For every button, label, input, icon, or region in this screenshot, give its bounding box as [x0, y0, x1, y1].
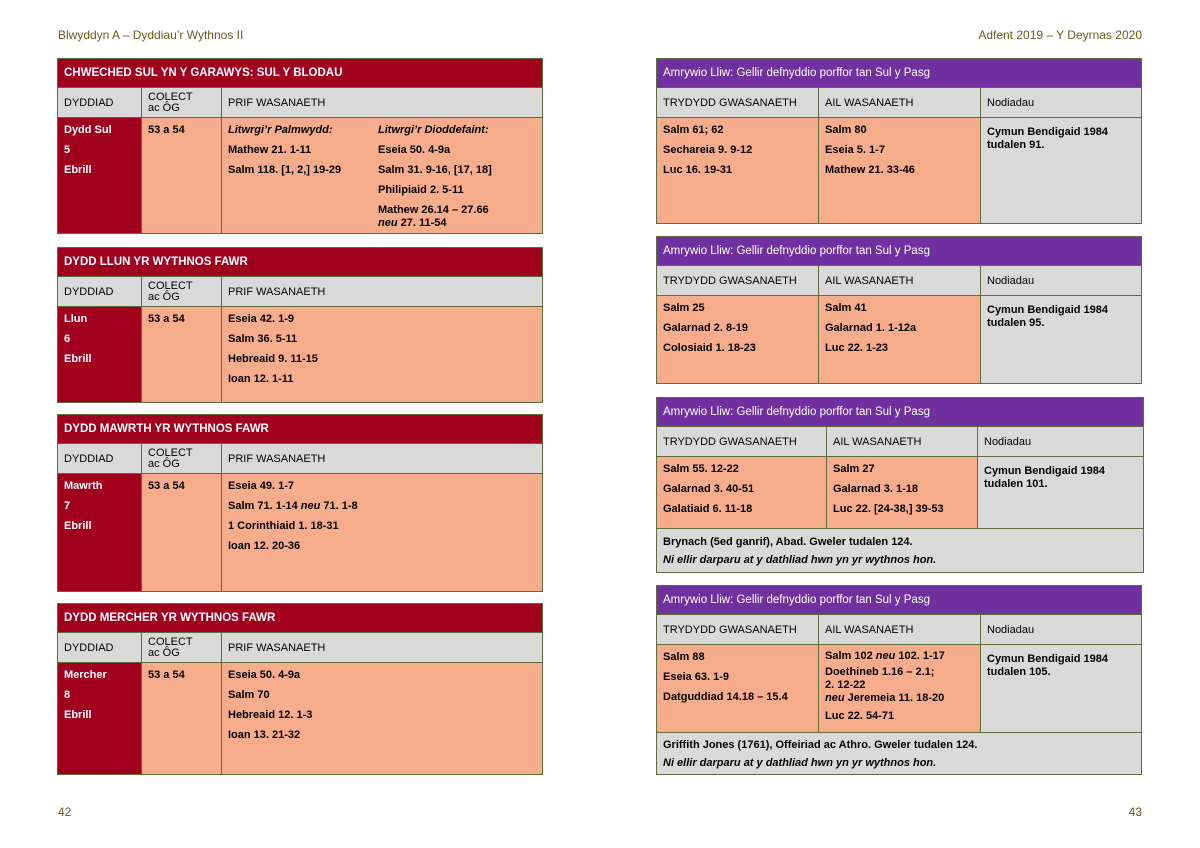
date-cell: Llun 6 Ebrill — [58, 307, 142, 403]
palm-liturgy: Litwrgi’r Palmwydd: Mathew 21. 1-11 Salm 118. [1, 2,] 19-29 — [228, 124, 342, 176]
day-block-wednesday — [57, 603, 543, 775]
header-collect: COLECT ac ÔG — [142, 444, 222, 474]
block-title: DYDD MAWRTH YR WYTHNOS FAWR — [58, 415, 543, 444]
header-main-service: PRIF WASANAETH — [222, 444, 543, 474]
header-second-service: AIL WASANAETH — [827, 427, 978, 457]
third-service-cell: Salm 25 Galarnad 2. 8-19 Colosiaid 1. 18-23 — [657, 296, 819, 384]
collect-cell: 53 a 54 — [142, 118, 222, 234]
main-service-cell: Eseia 50. 4-9a Salm 70 Hebreaid 12. 1-3 Ioan 13. 21-32 — [222, 663, 543, 775]
collect-cell: 53 a 54 — [142, 307, 222, 403]
second-service-cell: Salm 41 Galarnad 1. 1-12a Luc 22. 1-23 — [819, 296, 981, 384]
third-service-cell: Salm 88 Eseia 63. 1-9 Datguddiad 14.18 – 15.4 — [657, 645, 819, 733]
main-service-cell: Eseia 42. 1-9 Salm 36. 5-11 Hebreaid 9. 11-15 Ioan 12. 1-11 — [222, 307, 543, 403]
block-title: DYDD MERCHER YR WYTHNOS FAWR — [58, 604, 543, 633]
day-block-palm-sunday — [57, 58, 543, 234]
notes-cell: Cymun Bendigaid 1984 tudalen 101. — [978, 457, 1144, 529]
header-date: DYDDIAD — [58, 88, 142, 118]
collect-cell: 53 a 54 — [142, 474, 222, 592]
page-number-left: 42 — [58, 805, 72, 819]
second-service-cell: Salm 102 neu 102. 1-17 Doethineb 1.16 – 2.1; 2. 12-22 neu Jeremeia 11. 18-20 Luc 22. 54-71 — [819, 645, 981, 733]
third-service-cell: Salm 61; 62 Sechareia 9. 9-12 Luc 16. 19-31 — [657, 118, 819, 224]
header-third-service: TRYDYDD GWASANAETH — [657, 615, 819, 645]
header-date: DYDDIAD — [58, 444, 142, 474]
service-block-wednesday — [656, 585, 1142, 775]
header-third-service: TRYDYDD GWASANAETH — [657, 266, 819, 296]
header-second-service: AIL WASANAETH — [819, 615, 981, 645]
header-collect: COLECT ac ÔG — [142, 633, 222, 663]
third-service-cell: Salm 55. 12-22 Galarnad 3. 40-51 Galatiaid 6. 11-18 — [657, 457, 827, 529]
commemoration-note: Brynach (5ed ganrif), Abad. Gweler tudalen 124. Ni ellir darparu at y dathliad hwn yn yr wythnos hon. — [657, 529, 1144, 573]
block-title: DYDD LLUN YR WYTHNOS FAWR — [58, 248, 543, 277]
service-block-monday-extra — [656, 58, 1142, 224]
header-notes: Nodiadau — [981, 615, 1142, 645]
collect-cell: 53 a 54 — [142, 663, 222, 775]
colour-note-title: Amrywio Lliw: Gellir defnyddio porffor tan Sul y Pasg — [657, 586, 1142, 615]
second-service-cell: Salm 27 Galarnad 3. 1-18 Luc 22. [24-38,] 39-53 — [827, 457, 978, 529]
header-main-service: PRIF WASANAETH — [222, 277, 543, 307]
header-date: DYDDIAD — [58, 633, 142, 663]
header-main-service: PRIF WASANAETH — [222, 88, 543, 118]
header-second-service: AIL WASANAETH — [819, 266, 981, 296]
notes-cell: Cymun Bendigaid 1984 tudalen 95. — [981, 296, 1142, 384]
date-cell: Mercher 8 Ebrill — [58, 663, 142, 775]
date-cell: Dydd Sul 5 Ebrill — [58, 118, 142, 234]
header-notes: Nodiadau — [981, 266, 1142, 296]
notes-cell: Cymun Bendigaid 1984 tudalen 91. — [981, 118, 1142, 224]
header-second-service: AIL WASANAETH — [819, 88, 981, 118]
service-block-monday — [656, 236, 1142, 384]
colour-note-title: Amrywio Lliw: Gellir defnyddio porffor tan Sul y Pasg — [657, 398, 1144, 427]
block-title: CHWECHED SUL YN Y GARAWYS: SUL Y BLODAU — [58, 59, 543, 88]
header-collect: COLECT ac ÔG — [142, 88, 222, 118]
header-notes: Nodiadau — [981, 88, 1142, 118]
notes-cell: Cymun Bendigaid 1984 tudalen 105. — [981, 645, 1142, 733]
colour-note-title: Amrywio Lliw: Gellir defnyddio porffor tan Sul y Pasg — [657, 237, 1142, 266]
passion-liturgy: Litwrgi’r Dioddefaint: Eseia 50. 4-9a Salm 31. 9-16, [17, 18] Philipiaid 2. 5-11 Mathew 26.14 – 27.66 neu 27. 11-54 — [378, 124, 492, 229]
day-block-tuesday — [57, 414, 543, 592]
commemoration-note: Griffith Jones (1761), Offeiriad ac Athro. Gweler tudalen 124. Ni ellir darparu at y dathliad hwn yn yr wythnos hon. — [657, 733, 1142, 775]
header-collect: COLECT ac ÔG — [142, 277, 222, 307]
service-block-tuesday — [656, 397, 1144, 573]
main-service-cell — [222, 118, 543, 234]
header-notes: Nodiadau — [978, 427, 1144, 457]
header-third-service: TRYDYDD GWASANAETH — [657, 88, 819, 118]
colour-note-title: Amrywio Lliw: Gellir defnyddio porffor tan Sul y Pasg — [657, 59, 1142, 88]
page-number-right: 43 — [1128, 805, 1142, 819]
header-main-service: PRIF WASANAETH — [222, 633, 543, 663]
day-block-monday — [57, 247, 543, 403]
header-third-service: TRYDYDD GWASANAETH — [657, 427, 827, 457]
date-cell: Mawrth 7 Ebrill — [58, 474, 142, 592]
header-date: DYDDIAD — [58, 277, 142, 307]
second-service-cell: Salm 80 Eseia 5. 1-7 Mathew 21. 33-46 — [819, 118, 981, 224]
running-header-left: Blwyddyn A – Dyddiau’r Wythnos II — [58, 28, 244, 42]
main-service-cell: Eseia 49. 1-7 Salm 71. 1-14 neu 71. 1-8 1 Corinthiaid 1. 18-31 Ioan 12. 20-36 — [222, 474, 543, 592]
running-header-right: Adfent 2019 – Y Deyrnas 2020 — [978, 28, 1142, 42]
